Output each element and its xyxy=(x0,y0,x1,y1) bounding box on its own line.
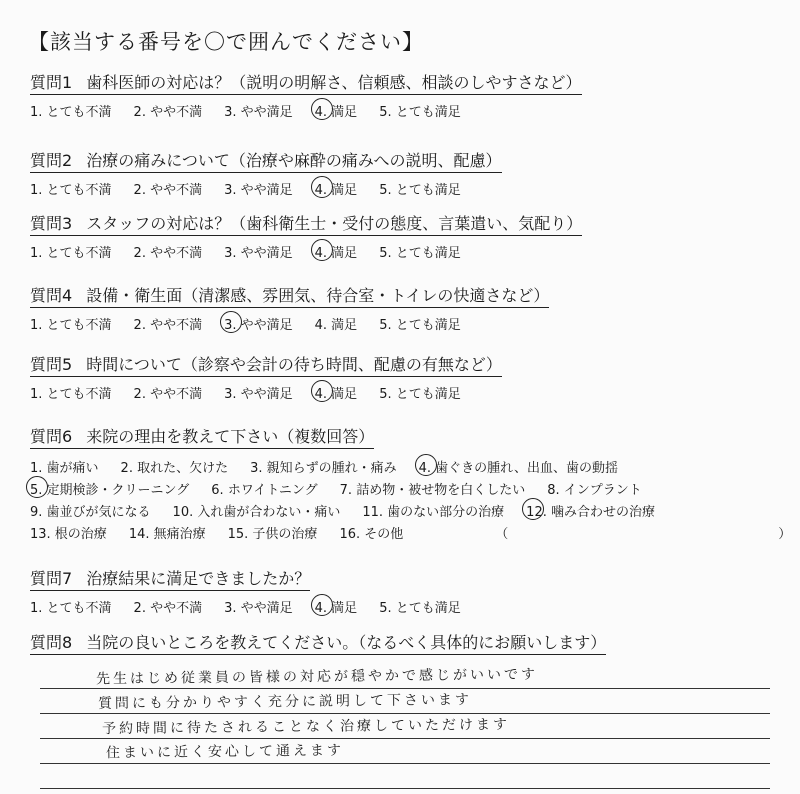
question-6 xyxy=(30,424,792,543)
answer-line-5[interactable] xyxy=(40,764,770,789)
q6-options xyxy=(30,455,792,543)
q6-option-15[interactable]: 15. 子供の治療 xyxy=(227,526,318,542)
q2-option-5[interactable]: 5. とても満足 xyxy=(379,183,461,198)
q5-options xyxy=(30,383,780,402)
q4-option-4[interactable]: 4. 満足 xyxy=(314,318,358,333)
q6-row xyxy=(30,521,792,543)
question-5-heading xyxy=(30,352,502,377)
question-1 xyxy=(30,70,780,120)
q3-options xyxy=(30,242,780,261)
question-number: 質問3 xyxy=(30,214,73,233)
question-text: 歯科医師の対応は？（説明の明解さ、信頼感、相談のしやすさなど） xyxy=(86,73,582,92)
q3-option-3[interactable]: 3. やや満足 xyxy=(224,246,293,261)
q6-option-3[interactable]: 3. 親知らずの腫れ・痛み xyxy=(250,460,397,476)
q5-option-2[interactable]: 2. やや不満 xyxy=(133,387,203,402)
answer-lines xyxy=(40,664,770,789)
q4-option-3[interactable]: 3. やや満足 xyxy=(224,314,293,333)
question-text: 時間について（診察や会計の待ち時間、配慮の有無など） xyxy=(86,355,502,374)
question-3-heading xyxy=(30,211,582,236)
question-2 xyxy=(30,148,780,198)
q6-option-13[interactable]: 13. 根の治療 xyxy=(30,526,107,542)
question-number: 質問1 xyxy=(30,73,73,92)
q6-option-11[interactable]: 11. 歯のない部分の治療 xyxy=(362,504,505,520)
q1-option-3[interactable]: 3. やや満足 xyxy=(224,105,293,120)
question-number: 質問6 xyxy=(30,427,73,446)
question-8 xyxy=(30,630,780,655)
question-3 xyxy=(30,211,780,261)
other-paren-close: ） xyxy=(778,526,792,542)
other-paren-open: （ xyxy=(495,526,509,542)
question-text: 治療結果に満足できましたか？ xyxy=(86,569,311,588)
q7-option-2[interactable]: 2. やや不満 xyxy=(133,601,203,616)
q6-row xyxy=(30,499,780,521)
q6-option-12[interactable]: 12. 噛み合わせの治療 xyxy=(526,501,655,520)
question-1-heading xyxy=(30,70,582,95)
q1-options xyxy=(30,101,780,120)
question-4-heading xyxy=(30,283,549,308)
handwritten-answer: 質問にも分かりやすく充分に説明して下さいます xyxy=(97,692,473,712)
question-text: 来院の理由を教えて下さい（複数回答） xyxy=(86,427,375,446)
q6-option-7[interactable]: 7. 詰め物・被せ物を白くしたい xyxy=(339,482,526,498)
q7-option-1[interactable]: 1. とても不満 xyxy=(30,601,112,616)
q2-options xyxy=(30,179,780,198)
q4-option-2[interactable]: 2. やや不満 xyxy=(133,318,203,333)
q2-option-1[interactable]: 1. とても不満 xyxy=(30,183,112,198)
q5-option-1[interactable]: 1. とても不満 xyxy=(30,387,112,402)
q1-option-1[interactable]: 1. とても不満 xyxy=(30,105,112,120)
q6-row xyxy=(30,477,780,499)
question-text: 設備・衛生面（清潔感、雰囲気、待合室・トイレの快適さなど） xyxy=(86,286,550,305)
q6-option-16[interactable]: 16. その他 xyxy=(339,526,404,542)
question-7 xyxy=(30,566,780,616)
question-text: 治療の痛みについて（治療や麻酔の痛みへの説明、配慮） xyxy=(86,151,502,170)
question-number: 質問4 xyxy=(30,286,73,305)
q1-option-2[interactable]: 2. やや不満 xyxy=(133,105,203,120)
handwritten-answer: 住まいに近く安心して通えます xyxy=(105,742,345,762)
question-text: スタッフの対応は？（歯科衛生士・受付の態度、言葉遣い、気配り） xyxy=(86,214,583,233)
q7-options xyxy=(30,597,780,616)
page-title: 【該当する番号を〇で囲んでください】 xyxy=(28,30,424,54)
q6-option-4[interactable]: 4. 歯ぐきの腫れ、出血、歯の動揺 xyxy=(419,457,618,476)
q6-option-5[interactable]: 5. 定期検診・クリーニング xyxy=(30,479,189,498)
q7-option-5[interactable]: 5. とても満足 xyxy=(379,601,461,616)
q2-option-3[interactable]: 3. やや満足 xyxy=(224,183,293,198)
q1-option-5[interactable]: 5. とても満足 xyxy=(379,105,461,120)
answer-line-1[interactable] xyxy=(40,664,770,689)
q6-option-10[interactable]: 10. 入れ歯が合わない・痛い xyxy=(172,504,341,520)
q6-option-14[interactable]: 14. 無痛治療 xyxy=(128,526,206,542)
answer-line-4[interactable] xyxy=(40,739,770,764)
answer-line-3[interactable] xyxy=(40,714,770,739)
handwritten-answer: 予約時間に待たされることなく治療していただけます xyxy=(101,716,511,738)
q5-option-4[interactable]: 4. 満足 xyxy=(315,383,358,402)
q4-option-5[interactable]: 5. とても満足 xyxy=(379,318,461,333)
q4-option-1[interactable]: 1. とても不満 xyxy=(30,318,112,333)
question-8-heading xyxy=(30,630,606,655)
q6-option-6[interactable]: 6. ホワイトニング xyxy=(211,482,318,498)
q6-option-1[interactable]: 1. 歯が痛い xyxy=(30,460,99,476)
q3-option-4[interactable]: 4. 満足 xyxy=(315,242,358,261)
q2-option-2[interactable]: 2. やや不満 xyxy=(133,183,203,198)
question-number: 質問7 xyxy=(30,569,73,588)
question-text: 当院の良いところを教えてください。（なるべく具体的にお願いします） xyxy=(86,633,607,652)
q3-option-1[interactable]: 1. とても不満 xyxy=(30,246,112,261)
question-7-heading xyxy=(30,566,310,591)
q3-option-5[interactable]: 5. とても満足 xyxy=(379,246,461,261)
q7-option-3[interactable]: 3. やや満足 xyxy=(224,601,293,616)
q3-option-2[interactable]: 2. やや不満 xyxy=(133,246,203,261)
question-number: 質問5 xyxy=(30,355,73,374)
q4-options xyxy=(30,314,780,333)
q6-option-2[interactable]: 2. 取れた、欠けた xyxy=(120,460,229,476)
q7-option-4[interactable]: 4. 満足 xyxy=(315,597,358,616)
q6-row xyxy=(30,455,780,477)
q6-option-9[interactable]: 9. 歯並びが気になる xyxy=(30,504,151,520)
handwritten-answer: 先生はじめ従業員の皆様の対応が穏やかで感じがいいです xyxy=(95,666,539,688)
q5-option-5[interactable]: 5. とても満足 xyxy=(379,387,461,402)
question-number: 質問2 xyxy=(30,151,73,170)
q1-option-4[interactable]: 4. 満足 xyxy=(315,101,358,120)
answer-line-2[interactable] xyxy=(40,689,770,714)
question-6-heading xyxy=(30,424,374,449)
question-4 xyxy=(30,283,780,333)
q2-option-4[interactable]: 4. 満足 xyxy=(315,179,358,198)
question-number: 質問8 xyxy=(30,633,73,652)
question-2-heading xyxy=(30,148,502,173)
q5-option-3[interactable]: 3. やや満足 xyxy=(224,387,293,402)
question-5 xyxy=(30,352,780,402)
q6-option-8[interactable]: 8. インプラント xyxy=(547,482,642,498)
